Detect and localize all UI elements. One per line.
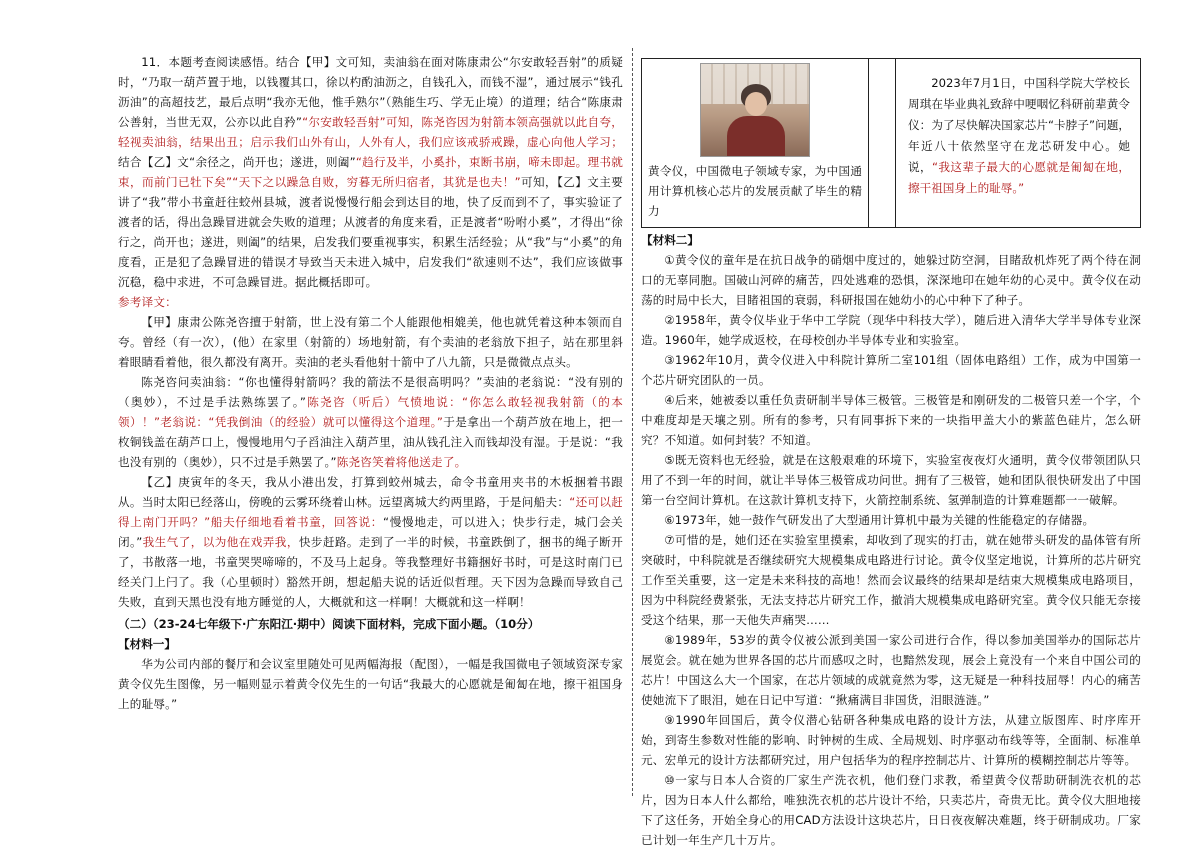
blank-cell — [869, 59, 896, 228]
jia-2c: 于是拿出一个葫芦放在地上，把一枚铜钱盖在葫芦口上，慢慢地用勺子舀油注入葫芦里，油从钱孔注入而钱却没有湿。于是说：“我也没有别的（奥妙），只不过是手熟罢了。” — [118, 415, 623, 469]
q11-red-1: “尔安敢轻吾射”可知，陈尧咨因为射箭本领高强就以此自夸，轻视卖油翁，结果出丑；启示我们山外有山，人外有人，我们应该戒骄戒躁，虚心向他人学习； — [118, 115, 623, 149]
translation-jia-1: 【甲】康肃公陈尧咨擅于射箭，世上没有第二个人能跟他相媲美，他也就凭着这种本领而自夸。曾经（有一次），(他）在家里（射箭的）场地射箭，有个卖油的老翁放下担子，站在那里斜着眼睛看着他，很久都没有离开。卖油的老头看他射十箭中了八九箭，只是微微点点头。 — [118, 315, 623, 369]
material-2-p1: ①黄令仪的童年是在抗日战争的硝烟中度过的，她躲过防空洞，目睹敌机炸死了两个待在洞口的无辜同胞。国破山河碎的痛苦，四处逃难的恐惧，深深地印在她年幼的心灵中。黄令仪在动荡的时局中长大，目睹祖国的衰弱，科研报国在她幼小的心中种下了种子。 — [641, 253, 1141, 307]
quote-text — [896, 59, 1140, 205]
yi-1: 【乙】庚寅年的冬天，我从小港出发，打算到蛟州城去，命令书童用夹书的木板捆着书跟从。当时太阳已经落山，傍晚的云雾环绕着山林。远望离城大约两里路，于是问船夫： — [118, 475, 623, 509]
q11-mid: 结合【乙】文“余径之，尚开也；遂进，则阖” — [118, 155, 356, 169]
material-2-label: 【材料二】 — [641, 233, 699, 247]
yi-red-2: 我生气了，以为他在戏弄我， — [142, 535, 299, 549]
material-2-p2: ②1958年，黄令仪毕业于华中工学院（现华中科技大学），随后进入清华大学半导体专业深造。1960年，她学成返校，在母校创办半导体专业和实验室。 — [641, 313, 1141, 347]
material-1-label: 【材料一】 — [118, 637, 176, 651]
right-column — [641, 58, 1141, 850]
jia-2b: 陈尧咨（听后）气愤地说：“你怎么敢轻视我射箭（的本领）！”老翁说：“凭我倒油（的经验）就可以懂得这个道理。” — [118, 395, 624, 429]
material-2-p6: ⑥1973年，她一鼓作气研发出了大型通用计算机中最为关键的性能稳定的存储器。 — [664, 513, 1095, 527]
photo-cell — [642, 59, 869, 228]
jia-2a: 陈尧咨问卖油翁：“你也懂得射箭吗？我的箭法不是很高明吗？”卖油的老翁说：“没有别的（奥妙），不过是手法熟练罢了。” — [118, 375, 623, 409]
translation-jia-2 — [118, 372, 623, 472]
material-2-p3: ③1962年10月，黄令仪进入中科院计算所二室101组（固体电路组）工作，成为中国第一个芯片研究团队的一员。 — [641, 353, 1141, 387]
translation-yi — [118, 472, 623, 612]
yi-2: “慢慢地走，可以进入；快步行走，城门会关闭。” — [118, 515, 623, 549]
photo-caption: 黄令仪，中国微电子领域专家，为中国通用计算机核心芯片的发展贡献了毕生的精力 — [648, 164, 862, 218]
material-2-p4: ④后来，她被委以重任负责研制半导体三极管。三极管是和刚研发的二极管只差一个字，个中难度却是天壤之别。所有的参考，只有同事拆下来的一块指甲盖大小的紫蓝色硅片，怎么研究？不知道。如何封装？不知道。 — [641, 393, 1141, 447]
q11-end: 可知，【乙】文主要讲了“我”带小书童赶往蛟州县城，渡者说慢慢行船会到达目的地，快了反而到不了，事实验证了渡者的话，得出急躁冒进就会失败的道理；从渡者的角度来看，正是渡者“吩咐小奚”，才得出“徐行之，尚开也；遂进，则阖”的结果，启发我们要重视事实，积累生活经验；从“我”与“小奚”的角度看，正是犯了急躁冒进的错误才导致当天未进入城中，启发我们“欲速则不达”，我们应该做事沉稳，稳中求进，不可急躁冒进。据此概括即可。 — [118, 175, 623, 289]
quote-cell — [896, 59, 1141, 228]
poster-table — [641, 58, 1141, 228]
portrait-photo — [700, 63, 810, 157]
answer-q11 — [118, 52, 623, 292]
jia-2d: 陈尧咨笑着将他送走了。 — [336, 455, 467, 469]
yi-red-1: “还可以赶得上南门开吗？”船夫仔细地看着书童，回答说： — [118, 495, 623, 529]
part-2-title: （二）（23-24七年级下·广东阳江·期中）阅读下面材料，完成下面小题。（10分） — [118, 617, 540, 631]
material-2-p7: ⑦可惜的是，她们还在实验室里摸索，却收到了现实的打击，就在她带头研发的晶体管有所突破时，中科院就是否继续研究大规模集成电路进行讨论。黄令仪坚定地说，计算所的芯片研究工作至关重要，这一定是未来科技的高地！然而会议最终的结果却是结束大规模集成电路项目，因为中科院经费紧张，无法支持芯片研究工作，撤消大规模集成电路研究室。黄令仪只能无奈接受这个结果，那一天他失声痛哭…… — [641, 533, 1141, 627]
q11-intro: 11．本题考查阅读感悟。结合【甲】文可知，卖油翁在面对陈康肃公“尔安敢轻吾射”的质疑时，“乃取一葫芦置于地，以钱覆其口，徐以杓酌油沥之，自钱孔入，而钱不湿”，通过展示“钱孔沥油”的高超技艺，最后点明“我亦无他，惟手熟尔”（熟能生巧、学无止境）的道理；结合“陈康肃公善射，当世无双，公亦以此自矜” — [118, 55, 623, 129]
reference-translation-label: 参考译文： — [118, 295, 177, 309]
quote-b: “我这辈子最大的心愿就是匍匐在地，擦干祖国身上的耻辱。” — [908, 160, 1130, 195]
quote-a: 2023年7月1日，中国科学院大学校长周琪在毕业典礼致辞中哽咽忆科研前辈黄令仪：为了尽快解决国家芯片“卡脖子”问题，年近八十依然坚守在龙芯研发中心。她说， — [908, 76, 1130, 174]
material-2-p10: ⑩一家与日本人合资的厂家生产洗衣机，他们登门求教，希望黄令仪帮助研制洗衣机的芯片，因为日本人什么都给，唯独洗衣机的芯片设计不给，只卖芯片，奇贵无比。黄令仪大胆地接下了这任务，开始全身心的用CAD方法设计这块芯片，日日夜夜解决难题，终于研制成功。厂家已计划一年生产几十万片。 — [641, 773, 1141, 847]
column-divider — [632, 48, 633, 796]
material-2-p5: ⑤既无资料也无经验，就是在这般艰难的环境下，实验室夜夜灯火通明，黄令仪带领团队只用了不到一年的时间，就让半导体三极管成功问世。拥有了三极管，她和团队很快研发出了中国第一台空间计算机。在这款计算机支持下，火箭控制系统、氢弹制造的计算难题都一一破解。 — [641, 453, 1141, 507]
material-1-text: 华为公司内部的餐厅和会议室里随处可见两幅海报（配图），一幅是我国微电子领域资深专家黄令仪先生图像，另一幅则显示着黄令仪先生的一句话“我最大的心愿就是匍匐在地，擦干祖国身上的耻辱。” — [118, 657, 623, 711]
material-2-p9: ⑨1990年回国后，黄令仪潜心钻研各种集成电路的设计方法，从建立版图库、时序库开始，到寄生参数对性能的影响、时钟树的生成、全局规划、时序驱动布线等等，全面制、标准单元、宏单元的设计方法都研究过，用户包括华为的程序控制芯片、计算所的模糊控制芯片等等。 — [641, 713, 1141, 767]
q11-red-2: “趋行及半，小奚扑，束断书崩，啼未即起。理书就束，而前门已牡下矣”“天下之以躁急自败，穷暮无所归宿者，其犹是也夫！” — [118, 155, 623, 189]
material-2-p8: ⑧1989年，53岁的黄令仪被公派到美国一家公司进行合作，得以参加美国举办的国际芯片展览会。就在她为世界各国的芯片而感叹之时，也黯然发现，展会上竟没有一个来自中国公司的芯片！中国这么大一个国家，在芯片领域的成就竟然为零，这无疑是一种科技屈辱！内心的痛苦使她流下了眼泪，她在日记中写道：“揪痛满目非国货，泪眼涟涟。” — [641, 633, 1141, 707]
left-column — [118, 52, 623, 714]
yi-3: 快步赶路。走到了一半的时候，书童跌倒了，捆书的绳子断开了，书散落一地，书童哭哭啼啼的，不及马上起身。等我整理好书籍捆好书时，可是这时南门已经关门上闩了。我（心里顿时）豁然开朗，想起船夫说的话近似哲理。天下因为急躁而导致自己失败，直到天黑也没有地方睡觉的人，大概就和这一样啊！大概就和这一样啊！ — [118, 535, 623, 609]
